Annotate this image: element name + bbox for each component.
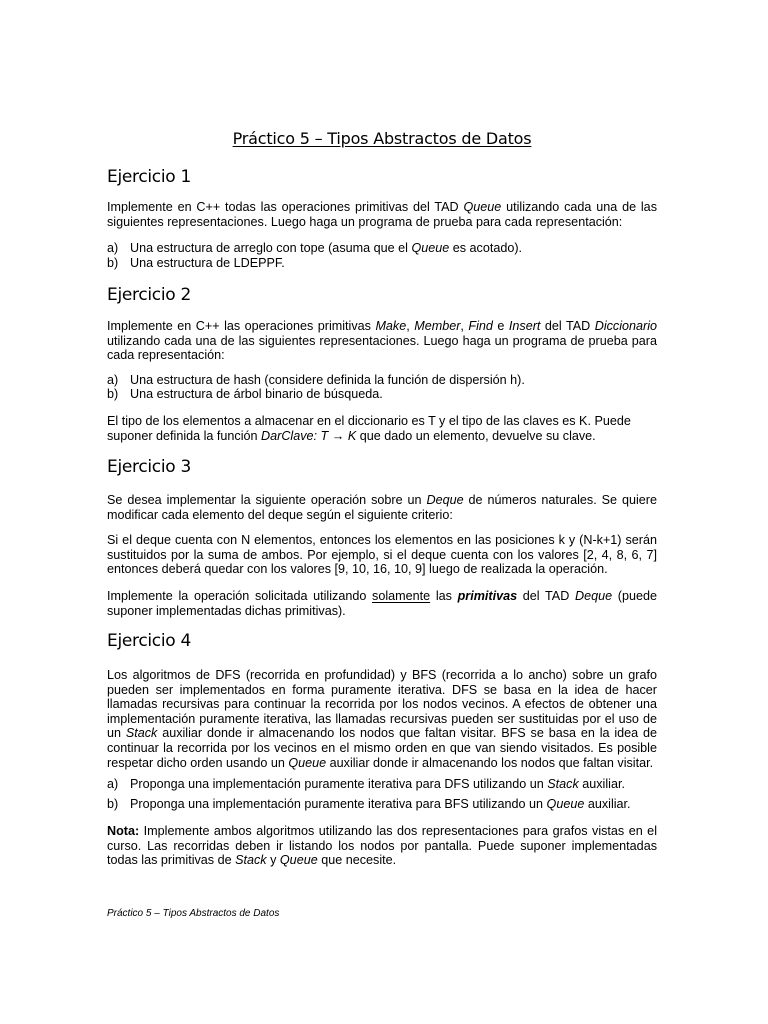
ej4-paragraph-1: Los algoritmos de DFS (recorrida en profundidad) y BFS (recorrida a lo ancho) sobre un grafo pueden ser implementados en forma puramente iterativa. DFS se basa en la idea de hacer llamadas recursivas para continuar la recorrida por los nodos vecinos. A efectos de obtener una implementación puramente iterativa, las llamadas recursivas pueden ser sustituidas por el uso de un Stack auxiliar donde ir almacenando los nodos que faltan visitar. BFS se basa en la idea de continuar la recorrida por los vecinos en el mismo orden en que van siendo visitados. Es posible respetar dicho orden usando un Queue auxiliar donde ir almacenando los nodos que faltan visitar. — [107, 668, 657, 770]
ej2-item-b: b) Una estructura de árbol binario de búsqueda. — [107, 387, 383, 401]
ej3-paragraph-3: Implemente la operación solicitada utilizando solamente las primitivas del TAD Deque (puede suponer implementadas dichas primitivas). — [107, 589, 658, 618]
ej3-paragraph-1: Se desea implementar la siguiente operación sobre un Deque de números naturales. Se quiere modificar cada elemento del deque según el siguiente criterio: — [107, 493, 657, 522]
ej1-paragraph: Implemente en C++ todas las operaciones primitivas del TAD Queue utilizando cada una de las siguientes representaciones. Luego haga un programa de prueba para cada representación: — [107, 200, 657, 229]
ej4-item-b: b) Proponga una implementación puramente iterativa para BFS utilizando un Queue auxiliar. — [107, 797, 631, 811]
ej1-item-b: b) Una estructura de LDEPPF. — [107, 256, 285, 270]
ej2-item-a: a) Una estructura de hash (considere definida la función de dispersión h). — [107, 373, 525, 387]
ej3-paragraph-2: Si el deque cuenta con N elementos, entonces los elementos en las posiciones k y (N-k+1) serán sustituidos por la suma de ambos. Por ejemplo, si el deque cuenta con los valores [2, 4, 8, 6, 7] entonces deberá quedar con los valores [9, 10, 16, 10, 9] luego de realizada la operación. — [107, 533, 657, 577]
heading-ejercicio-3: Ejercicio 3 — [107, 457, 191, 477]
ej1-item-a: a) Una estructura de arreglo con tope (asuma que el Queue es acotado). — [107, 241, 523, 255]
ej4-nota: Nota: Implemente ambos algoritmos utilizando las dos representaciones para grafos vistas en el curso. Las recorridas deben ir listando los nodos por pantalla. Puede suponer implementadas todas las primitivas de Stack y Queue que necesite. — [107, 824, 657, 868]
heading-ejercicio-1: Ejercicio 1 — [107, 167, 191, 187]
heading-ejercicio-2: Ejercicio 2 — [107, 285, 191, 305]
heading-ejercicio-4: Ejercicio 4 — [107, 631, 191, 651]
page-title: Práctico 5 – Tipos Abstractos de Datos — [232, 129, 532, 148]
ej2-paragraph-2: El tipo de los elementos a almacenar en el diccionario es T y el tipo de las claves es K. Puede suponer definida la función DarClave: T → K que dado un elemento, devuelve su clave. — [107, 414, 631, 443]
ej2-paragraph-1: Implemente en C++ las operaciones primitivas Make, Member, Find e Insert del TAD Diccionario utilizando cada una de las siguientes representaciones. Luego haga un programa de prueba para cada representación: — [107, 319, 658, 363]
page-footer: Práctico 5 – Tipos Abstractos de Datos — [107, 908, 280, 919]
ej4-item-a: a) Proponga una implementación puramente iterativa para DFS utilizando un Stack auxiliar. — [107, 777, 625, 791]
